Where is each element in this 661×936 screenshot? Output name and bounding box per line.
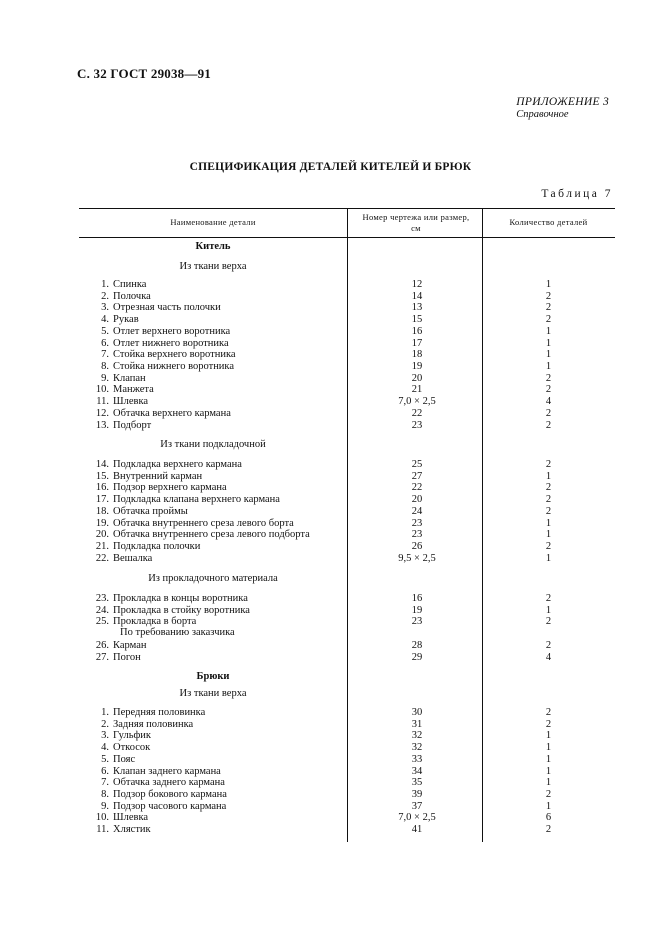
part-name: Внутренний карман (113, 470, 203, 482)
table-row (79, 349, 615, 361)
table-row (79, 730, 615, 742)
part-name: Пояс (113, 753, 136, 765)
part-quantity: 1 (545, 517, 552, 529)
table-row (79, 384, 615, 396)
drawing-number: 24 (411, 505, 423, 517)
table-row (79, 812, 615, 824)
row-number: 11. (96, 824, 109, 836)
drawing-number: 29 (411, 651, 423, 663)
drawing-number: 23 (411, 419, 423, 431)
table-row (79, 302, 615, 314)
row-number: 18. (95, 505, 109, 517)
drawing-number: 34 (411, 765, 423, 777)
row-number: 6. (101, 765, 109, 777)
table-row (79, 279, 615, 291)
row-number: 19. (95, 517, 109, 529)
part-quantity: 2 (545, 290, 552, 302)
part-quantity: 1 (545, 765, 552, 777)
part-quantity: 1 (545, 753, 552, 765)
table-row (79, 482, 615, 494)
table-row (79, 420, 615, 432)
part-quantity: 1 (545, 279, 552, 290)
row-number: 1. (101, 279, 109, 290)
part-name: Подборт (113, 419, 152, 431)
column-header-name: Наименование детали (170, 217, 256, 227)
drawing-number: 41 (411, 824, 423, 836)
part-quantity: 2 (545, 314, 552, 326)
row-number: 4. (101, 314, 109, 326)
part-name: Обтачка внутреннего среза левого борта (113, 517, 294, 529)
table-row (79, 605, 615, 617)
table-row (79, 361, 615, 373)
group-title: Из ткани верха (179, 688, 247, 699)
part-quantity: 1 (545, 742, 552, 754)
drawing-number: 20 (411, 494, 423, 506)
row-number: 6. (101, 337, 109, 349)
appendix-block (516, 96, 609, 120)
table-row (79, 593, 615, 605)
table-row (79, 338, 615, 350)
part-name: Вешалка (113, 552, 153, 564)
row-number: 8. (101, 361, 109, 373)
part-quantity: 1 (545, 800, 552, 812)
drawing-number: 16 (411, 593, 423, 604)
row-number: 23. (95, 593, 109, 604)
row-number: 27. (95, 651, 109, 663)
table-row (79, 640, 615, 652)
part-name: Клапан заднего кармана (113, 765, 221, 777)
part-name: Подзор часового кармана (113, 800, 227, 812)
part-quantity: 1 (545, 730, 552, 742)
row-number: 4. (101, 742, 109, 754)
row-number: 1. (101, 707, 109, 718)
part-quantity: 2 (545, 789, 552, 801)
drawing-number: 13 (411, 302, 423, 314)
part-quantity: 1 (545, 777, 552, 789)
drawing-number: 20 (411, 372, 423, 384)
part-name: Хлястик (113, 824, 151, 836)
table-number: Таблица 7 (541, 188, 613, 200)
row-number: 7. (101, 349, 109, 361)
drawing-number: 16 (411, 325, 423, 337)
part-name: Задняя половинка (113, 718, 194, 730)
drawing-number: 31 (411, 718, 423, 730)
part-name: Передняя половинка (113, 707, 206, 718)
part-quantity: 1 (545, 337, 552, 349)
part-name: Шлевка (113, 396, 149, 408)
part-name: Стойка нижнего воротника (113, 361, 235, 373)
part-name: Шлевка (113, 812, 149, 824)
appendix-label: ПРИЛОЖЕНИЕ 3 (516, 96, 609, 108)
drawing-number: 33 (411, 753, 423, 765)
appendix-note: Справочное (516, 109, 569, 120)
drawing-number: 14 (411, 290, 423, 302)
drawing-number: 12 (411, 279, 423, 290)
row-number: 14. (95, 459, 109, 470)
part-name: Стойка верхнего воротника (113, 349, 236, 361)
part-name: Прокладка в концы воротника (113, 593, 248, 604)
table-row (79, 754, 615, 766)
table-row (79, 541, 615, 553)
row-number: 12. (95, 407, 109, 419)
part-quantity: 1 (545, 349, 552, 361)
part-name: Обтачка внутреннего среза левого подборта (113, 529, 310, 541)
drawing-number: 9,5 × 2,5 (398, 552, 436, 564)
drawing-number: 23 (411, 616, 423, 628)
row-number: 9. (101, 372, 109, 384)
part-name: Подкладка верхнего кармана (113, 459, 242, 470)
part-quantity: 4 (545, 651, 552, 663)
part-name: Подкладка клапана верхнего кармана (113, 494, 280, 506)
part-quantity: 2 (545, 718, 552, 730)
part-quantity: 1 (545, 604, 552, 616)
part-quantity: 2 (545, 419, 552, 431)
row-number: 13. (95, 419, 109, 431)
drawing-number: 19 (411, 604, 423, 616)
part-name: Гульфик (113, 730, 152, 742)
part-quantity: 2 (545, 616, 552, 628)
part-name: Отлет верхнего воротника (113, 325, 231, 337)
drawing-number: 37 (411, 800, 423, 812)
row-number: 5. (101, 325, 109, 337)
table-row (79, 494, 615, 506)
table-row (79, 373, 615, 385)
part-quantity: 2 (545, 482, 552, 494)
page-header-title: С. 32 ГОСТ 29038—91 (77, 66, 211, 81)
drawing-number: 30 (411, 707, 423, 718)
part-name: Обтачка заднего кармана (113, 777, 225, 789)
table-row (79, 766, 615, 778)
document-title: СПЕЦИФИКАЦИЯ ДЕТАЛЕЙ КИТЕЛЕЙ И БРЮК (189, 161, 472, 173)
row-number: 25. (95, 616, 109, 628)
row-number: 21. (95, 541, 109, 553)
drawing-number: 19 (411, 361, 423, 373)
part-quantity: 2 (545, 384, 552, 396)
drawing-number: 23 (411, 517, 423, 529)
group-subheading: По требованию заказчика (120, 627, 235, 638)
part-quantity: 2 (545, 494, 552, 506)
row-number: 20. (95, 529, 109, 541)
part-name: Подзор верхнего кармана (113, 482, 227, 494)
row-number: 15. (95, 470, 109, 482)
part-name: Спинка (113, 279, 147, 290)
row-number: 17. (95, 494, 109, 506)
part-name: Карман (113, 640, 147, 651)
section-title: Китель (195, 241, 231, 252)
table-row (79, 553, 615, 565)
drawing-number: 17 (411, 337, 423, 349)
drawing-number: 21 (411, 384, 423, 396)
column-header-size: Номер чертежа или размер, см (362, 211, 470, 233)
group-title: Из ткани верха (179, 261, 247, 272)
part-name: Полочка (113, 290, 151, 302)
drawing-number: 26 (411, 541, 423, 553)
table-row (79, 459, 615, 471)
part-name: Обтачка верхнего кармана (113, 407, 231, 419)
part-quantity: 2 (545, 640, 552, 651)
part-quantity: 2 (545, 302, 552, 314)
table-row (79, 408, 615, 420)
row-number: 24. (95, 604, 109, 616)
part-name: Обтачка проймы (113, 505, 188, 517)
part-quantity: 1 (545, 325, 552, 337)
part-quantity: 2 (545, 372, 552, 384)
part-quantity: 2 (545, 407, 552, 419)
row-number: 16. (95, 482, 109, 494)
row-number: 26. (95, 640, 109, 651)
drawing-number: 28 (411, 640, 423, 651)
part-quantity: 1 (545, 529, 552, 541)
table-row (79, 529, 615, 541)
table-row (79, 652, 615, 664)
row-number: 3. (101, 302, 109, 314)
table-row (79, 291, 615, 303)
column-header-quantity: Количество деталей (509, 217, 588, 227)
drawing-number: 32 (411, 730, 423, 742)
table-row (79, 742, 615, 754)
part-name: Подзор бокового кармана (113, 789, 227, 801)
table-row (79, 801, 615, 813)
row-number: 10. (95, 384, 109, 396)
table-row (79, 471, 615, 483)
part-name: Манжета (113, 384, 154, 396)
section-title: Брюки (196, 671, 230, 682)
row-number: 2. (101, 290, 109, 302)
part-name: Подкладка полочки (113, 541, 201, 553)
drawing-number: 7,0 × 2,5 (398, 812, 436, 824)
part-quantity: 2 (545, 541, 552, 553)
table-row (79, 518, 615, 530)
part-name: Прокладка в стойку воротника (113, 604, 250, 616)
drawing-number: 23 (411, 529, 423, 541)
group-title: Из ткани подкладочной (160, 439, 266, 450)
table-row (79, 506, 615, 518)
row-number: 7. (101, 777, 109, 789)
drawing-number: 39 (411, 789, 423, 801)
part-name: Отлет нижнего воротника (113, 337, 229, 349)
drawing-number: 35 (411, 777, 423, 789)
drawing-number: 7,0 × 2,5 (398, 396, 436, 408)
row-number: 9. (101, 800, 109, 812)
drawing-number: 22 (411, 482, 423, 494)
part-name: Погон (113, 651, 141, 663)
row-number: 8. (101, 789, 109, 801)
drawing-number: 22 (411, 407, 423, 419)
table-row (79, 314, 615, 326)
row-number: 5. (101, 753, 109, 765)
row-number: 2. (101, 718, 109, 730)
part-name: Клапан (113, 372, 146, 384)
part-name: Отрезная часть полочки (113, 302, 221, 314)
row-number: 22. (95, 552, 109, 564)
specification-table (79, 208, 615, 842)
row-number: 3. (101, 730, 109, 742)
part-quantity: 2 (545, 505, 552, 517)
part-quantity: 1 (545, 470, 552, 482)
table-row (79, 326, 615, 338)
part-quantity: 2 (545, 824, 552, 836)
part-quantity: 1 (545, 552, 552, 564)
table-row (79, 719, 615, 731)
group-title: Из прокладочного материала (148, 573, 278, 584)
drawing-number: 27 (411, 470, 423, 482)
part-quantity: 1 (545, 361, 552, 373)
drawing-number: 15 (411, 314, 423, 326)
table-row (79, 789, 615, 801)
part-quantity: 6 (545, 812, 552, 824)
part-name: Рукав (113, 314, 139, 326)
drawing-number: 25 (411, 459, 423, 470)
drawing-number: 32 (411, 742, 423, 754)
part-quantity: 2 (545, 593, 552, 604)
row-number: 11. (96, 396, 109, 408)
part-quantity: 2 (545, 459, 552, 470)
table-row (79, 777, 615, 789)
drawing-number: 18 (411, 349, 423, 361)
part-name: Прокладка в борта (113, 616, 197, 628)
part-quantity: 2 (545, 707, 552, 718)
table-row (79, 396, 615, 408)
table-row (79, 707, 615, 719)
part-quantity: 4 (545, 396, 552, 408)
part-name: Откосок (113, 742, 151, 754)
row-number: 10. (95, 812, 109, 824)
table-row (79, 824, 615, 836)
